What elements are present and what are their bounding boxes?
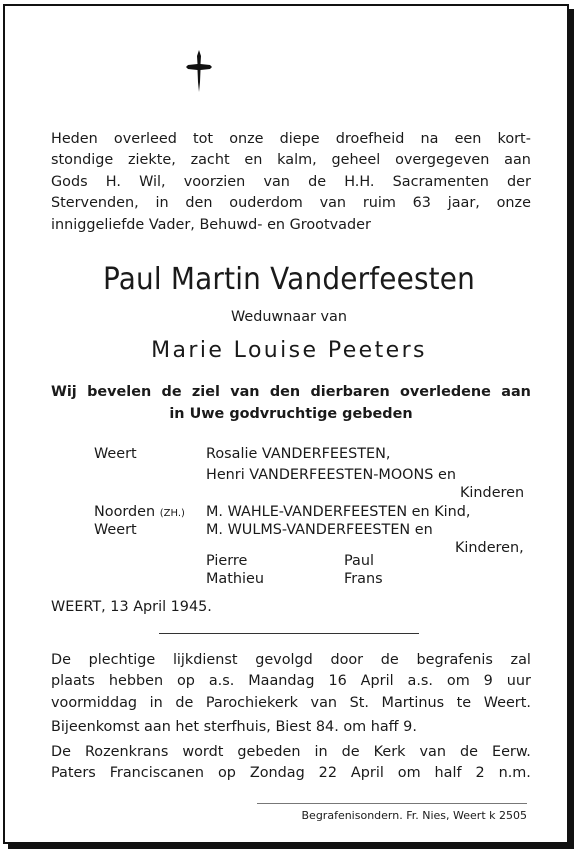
- intro-line: Heden overleed tot onze diepe droefheid na een kort-: [51, 131, 531, 147]
- grandchild-name: Pierre: [206, 553, 248, 569]
- spouse-name: Marie Louise Peeters: [151, 338, 427, 363]
- date-line: WEERT, 13 April 1945.: [51, 599, 212, 615]
- prayer-line: Wij bevelen de ziel van den dierbaren overledene aan: [51, 384, 531, 400]
- prayer-request: [51, 381, 531, 425]
- funeral-line: plaats hebben op a.s. Maandag 16 April a.s. om 9 uur: [51, 673, 531, 690]
- place-noorden: Noorden (ZH.): [94, 504, 185, 520]
- divider: [159, 633, 419, 634]
- intro-line: inniggeliefde Vader, Behuwd- en Grootvader: [51, 216, 371, 233]
- grandchild-name: Mathieu: [206, 571, 264, 587]
- funeral-line: voormiddag in de Parochiekerk van St. Martinus te Weert.: [51, 694, 531, 711]
- funeral-details: [51, 650, 531, 784]
- mourner-kinderen: Kinderen: [460, 485, 525, 501]
- widow-line: Weduwnaar van: [231, 309, 347, 325]
- place-weert: Weert: [94, 522, 137, 538]
- funeral-line: De Rozenkrans wordt gebeden in de Kerk van de Eerw.: [51, 743, 531, 760]
- grandchild-name: Paul: [344, 553, 374, 569]
- mourner-henri: Henri VANDERFEESTEN-MOONS en: [206, 467, 456, 483]
- funeral-line: De plechtige lijkdienst gevolgd door de begrafenis zal: [51, 652, 531, 668]
- intro-line: Gods H. Wil, voorzien van de H.H. Sacramenten der: [51, 173, 531, 190]
- cross-icon: [186, 50, 212, 92]
- intro-line: stondige ziekte, zacht en kalm, geheel overgegeven aan: [51, 152, 531, 169]
- mourner-wahle: M. WAHLE-VANDERFEESTEN en Kind,: [206, 504, 471, 520]
- mourner-rosalie: Rosalie VANDERFEESTEN,: [206, 446, 391, 462]
- death-announcement-text: [51, 129, 531, 236]
- mourner-kinderen: Kinderen,: [455, 540, 524, 556]
- funeral-line: Bijeenkomst aan het sterfhuis, Biest 84. om haff 9.: [51, 719, 417, 736]
- footer-divider: [257, 803, 527, 804]
- footer-undertaker: Begrafenisondern. Fr. Nies, Weert k 2505: [301, 809, 527, 822]
- prayer-line: in Uwe godvruchtige gebeden: [169, 406, 413, 422]
- grandchild-name: Frans: [344, 571, 383, 587]
- funeral-line: Paters Franciscanen op Zondag 22 April om half 2 n.m.: [51, 765, 531, 782]
- mourner-wulms: M. WULMS-VANDERFEESTEN en: [206, 522, 433, 538]
- place-weert: Weert: [94, 446, 137, 462]
- deceased-name: Paul Martin Vanderfeesten: [102, 262, 476, 297]
- intro-line: Stervenden, in den ouderdom van ruim 63 jaar, onze: [51, 195, 531, 212]
